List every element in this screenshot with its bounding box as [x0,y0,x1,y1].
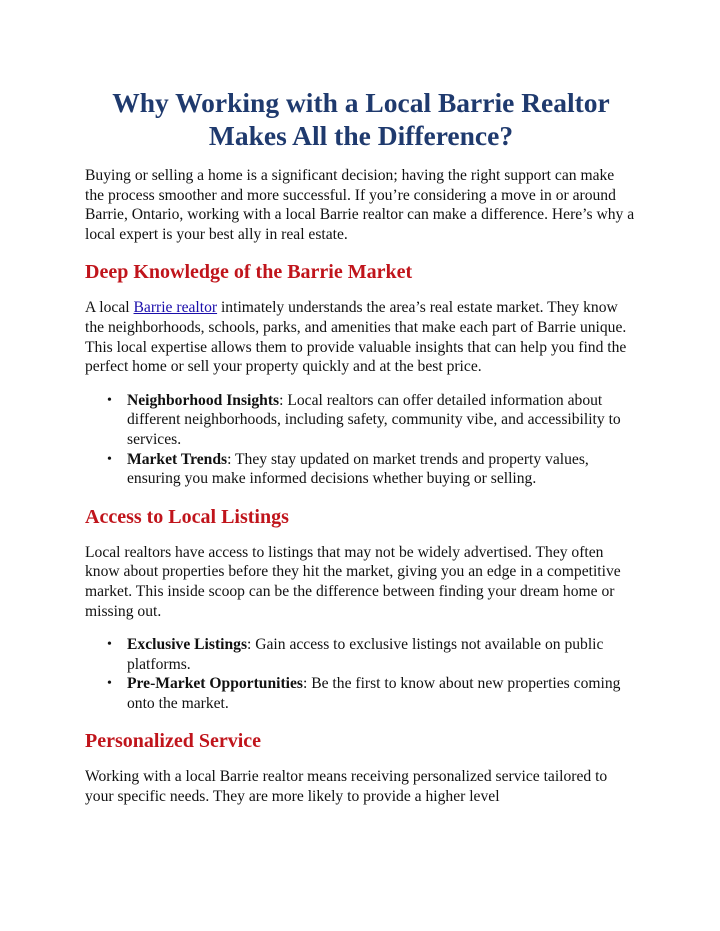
bullet-icon: • [107,676,112,692]
list-item-label: Exclusive Listings [127,636,248,654]
list-item-label: Market Trends [127,450,228,468]
list-item-text: : They stay updated on market trends and property values, ensuring you make informed decisions whether buying or selling. [127,450,589,488]
section-paragraph-personalized-service: Working with a local Barrie realtor means receiving personalized service tailored to your specific needs. They are more likely to provide a higher level [85,768,608,806]
list-item [107,391,637,450]
section-heading-personalized-service: Personalized Service [85,730,262,753]
section-heading-market-knowledge: Deep Knowledge of the Barrie Market [85,261,413,284]
list-item-label: Neighborhood Insights [127,391,280,409]
paragraph-text: intimately understands the area’s real estate market. They know the neighborhoods, schools, parks, and amenities that make each part of Barrie unique. This local expertise allows them to provide valuable insights that can help you find the perfect home or sell your property quickly and at the best price. [85,299,627,376]
bullet-icon: • [107,392,112,408]
barrie-realtor-link[interactable]: Barrie realtor [133,299,218,317]
list-item-text: : Local realtors can offer detailed information about different neighborhoods, including safety, community vibe, and accessibility to services. [127,391,621,448]
list-item [107,674,637,713]
section-heading-local-listings: Access to Local Listings [85,505,289,528]
list-item-text: : Be the first to know about new properties coming onto the market. [127,675,621,712]
section-paragraph-market-knowledge [85,298,637,376]
list-item [107,635,637,674]
paragraph-text: A local [85,299,134,317]
list-item-text: : Gain access to exclusive listings not available on public platforms. [127,636,604,673]
page-title: Why Working with a Local Barrie Realtor Makes All the Difference? [112,87,610,151]
list-item-label: Pre-Market Opportunities [127,675,303,693]
list-item [107,450,637,489]
bullet-icon: • [107,637,112,653]
intro-paragraph: Buying or selling a home is a significant decision; having the right support can make the process smoother and more successful. If you’re considering a move in or around Barrie, Ontario, working with a local Barrie realtor can make a difference. Here’s why a local expert is your best ally in real estate. [85,167,635,243]
section-paragraph-local-listings: Local realtors have access to listings that may not be widely advertised. They often know about properties before they hit the market, giving you an edge in a competitive market. This inside scoop can be the difference between finding your dream home or missing out. [85,543,621,620]
document-page [85,86,637,807]
bullet-icon: • [107,451,112,467]
bullet-list-market-knowledge [85,391,637,489]
bullet-list-local-listings [85,635,637,713]
